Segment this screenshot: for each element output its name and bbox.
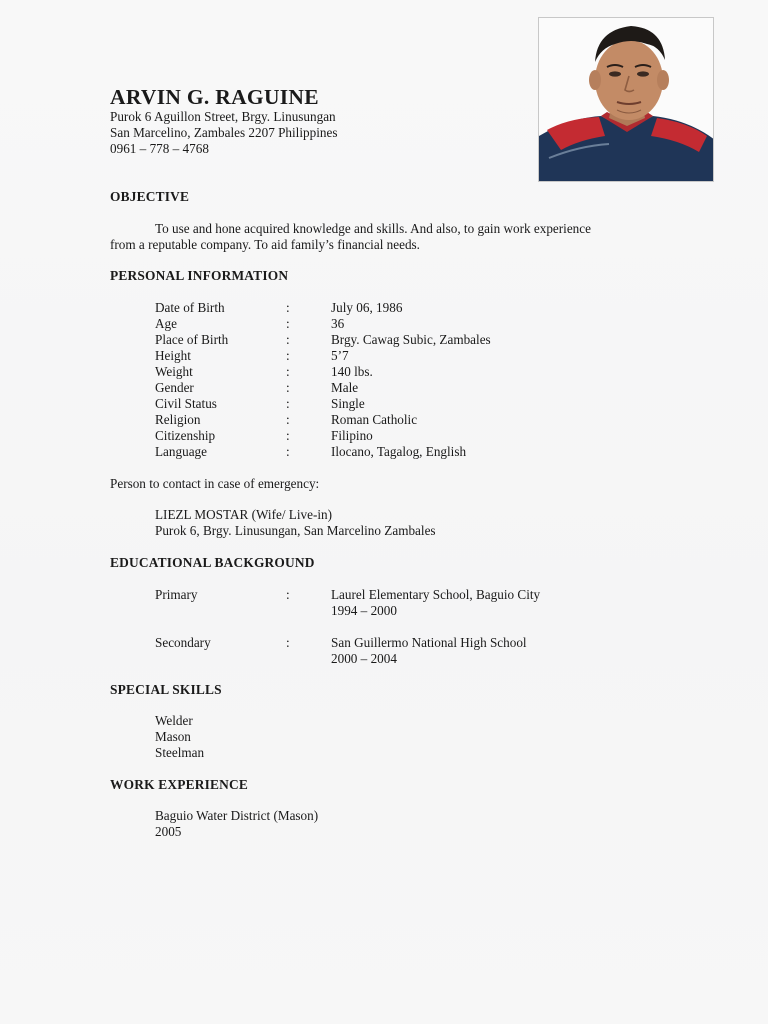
separator-colon: : bbox=[286, 380, 290, 395]
personal-info-heading: PERSONAL INFORMATION bbox=[110, 268, 289, 283]
objective-line-2: from a reputable company. To aid family’s financial needs. bbox=[110, 237, 420, 252]
personal-label: Gender bbox=[155, 380, 194, 395]
objective-heading: OBJECTIVE bbox=[110, 189, 190, 204]
skill-item: Welder bbox=[155, 713, 193, 728]
personal-label: Place of Birth bbox=[155, 332, 229, 347]
personal-value: July 06, 1986 bbox=[331, 300, 403, 315]
personal-value: Brgy. Cawag Subic, Zambales bbox=[331, 332, 491, 347]
phone-number: 0961 – 778 – 4768 bbox=[110, 141, 209, 156]
education-years: 1994 – 2000 bbox=[331, 603, 397, 618]
education-school: San Guillermo National High School bbox=[331, 635, 527, 650]
address-line-2: San Marcelino, Zambales 2207 Philippines bbox=[110, 125, 338, 140]
separator-colon: : bbox=[286, 587, 290, 602]
separator-colon: : bbox=[286, 300, 290, 315]
separator-colon: : bbox=[286, 332, 290, 347]
personal-value: Roman Catholic bbox=[331, 412, 418, 427]
personal-value: 5’7 bbox=[331, 348, 349, 363]
separator-colon: : bbox=[286, 364, 290, 379]
skill-item: Mason bbox=[155, 729, 191, 744]
personal-label: Civil Status bbox=[155, 396, 217, 411]
emergency-contact-address: Purok 6, Brgy. Linusungan, San Marcelino Zambales bbox=[155, 523, 436, 538]
objective-text bbox=[110, 221, 670, 253]
objective-line-1: To use and hone acquired knowledge and skills. And also, to gain work experience bbox=[155, 221, 591, 236]
work-employer: Baguio Water District (Mason) bbox=[155, 808, 319, 823]
education-level: Primary bbox=[155, 587, 198, 602]
personal-value: Filipino bbox=[331, 428, 373, 443]
personal-value: Ilocano, Tagalog, English bbox=[331, 444, 467, 459]
work-year: 2005 bbox=[155, 824, 182, 839]
separator-colon: : bbox=[286, 412, 290, 427]
personal-label: Religion bbox=[155, 412, 201, 427]
address-line-1: Purok 6 Aguillon Street, Brgy. Linusungan bbox=[110, 109, 336, 124]
personal-label: Date of Birth bbox=[155, 300, 225, 315]
applicant-photo bbox=[538, 17, 714, 182]
applicant-name: ARVIN G. RAGUINE bbox=[110, 85, 319, 109]
personal-value: 140 lbs. bbox=[331, 364, 373, 379]
personal-value: Male bbox=[331, 380, 359, 395]
separator-colon: : bbox=[286, 348, 290, 363]
emergency-contact-name: LIEZL MOSTAR (Wife/ Live-in) bbox=[155, 507, 333, 522]
personal-value: Single bbox=[331, 396, 365, 411]
personal-label: Language bbox=[155, 444, 207, 459]
separator-colon: : bbox=[286, 396, 290, 411]
personal-label: Citizenship bbox=[155, 428, 216, 443]
education-heading: EDUCATIONAL BACKGROUND bbox=[110, 555, 315, 570]
work-heading: WORK EXPERIENCE bbox=[110, 777, 249, 792]
skill-item: Steelman bbox=[155, 745, 205, 760]
personal-label: Age bbox=[155, 316, 177, 331]
education-level: Secondary bbox=[155, 635, 211, 650]
personal-label: Weight bbox=[155, 364, 193, 379]
emergency-intro: Person to contact in case of emergency: bbox=[110, 476, 320, 491]
skills-heading: SPECIAL SKILLS bbox=[110, 682, 222, 697]
separator-colon: : bbox=[286, 444, 290, 459]
personal-value: 36 bbox=[331, 316, 345, 331]
separator-colon: : bbox=[286, 635, 290, 650]
separator-colon: : bbox=[286, 316, 290, 331]
personal-label: Height bbox=[155, 348, 191, 363]
education-school: Laurel Elementary School, Baguio City bbox=[331, 587, 541, 602]
education-years: 2000 – 2004 bbox=[331, 651, 397, 666]
separator-colon: : bbox=[286, 428, 290, 443]
portrait-image bbox=[539, 18, 714, 182]
